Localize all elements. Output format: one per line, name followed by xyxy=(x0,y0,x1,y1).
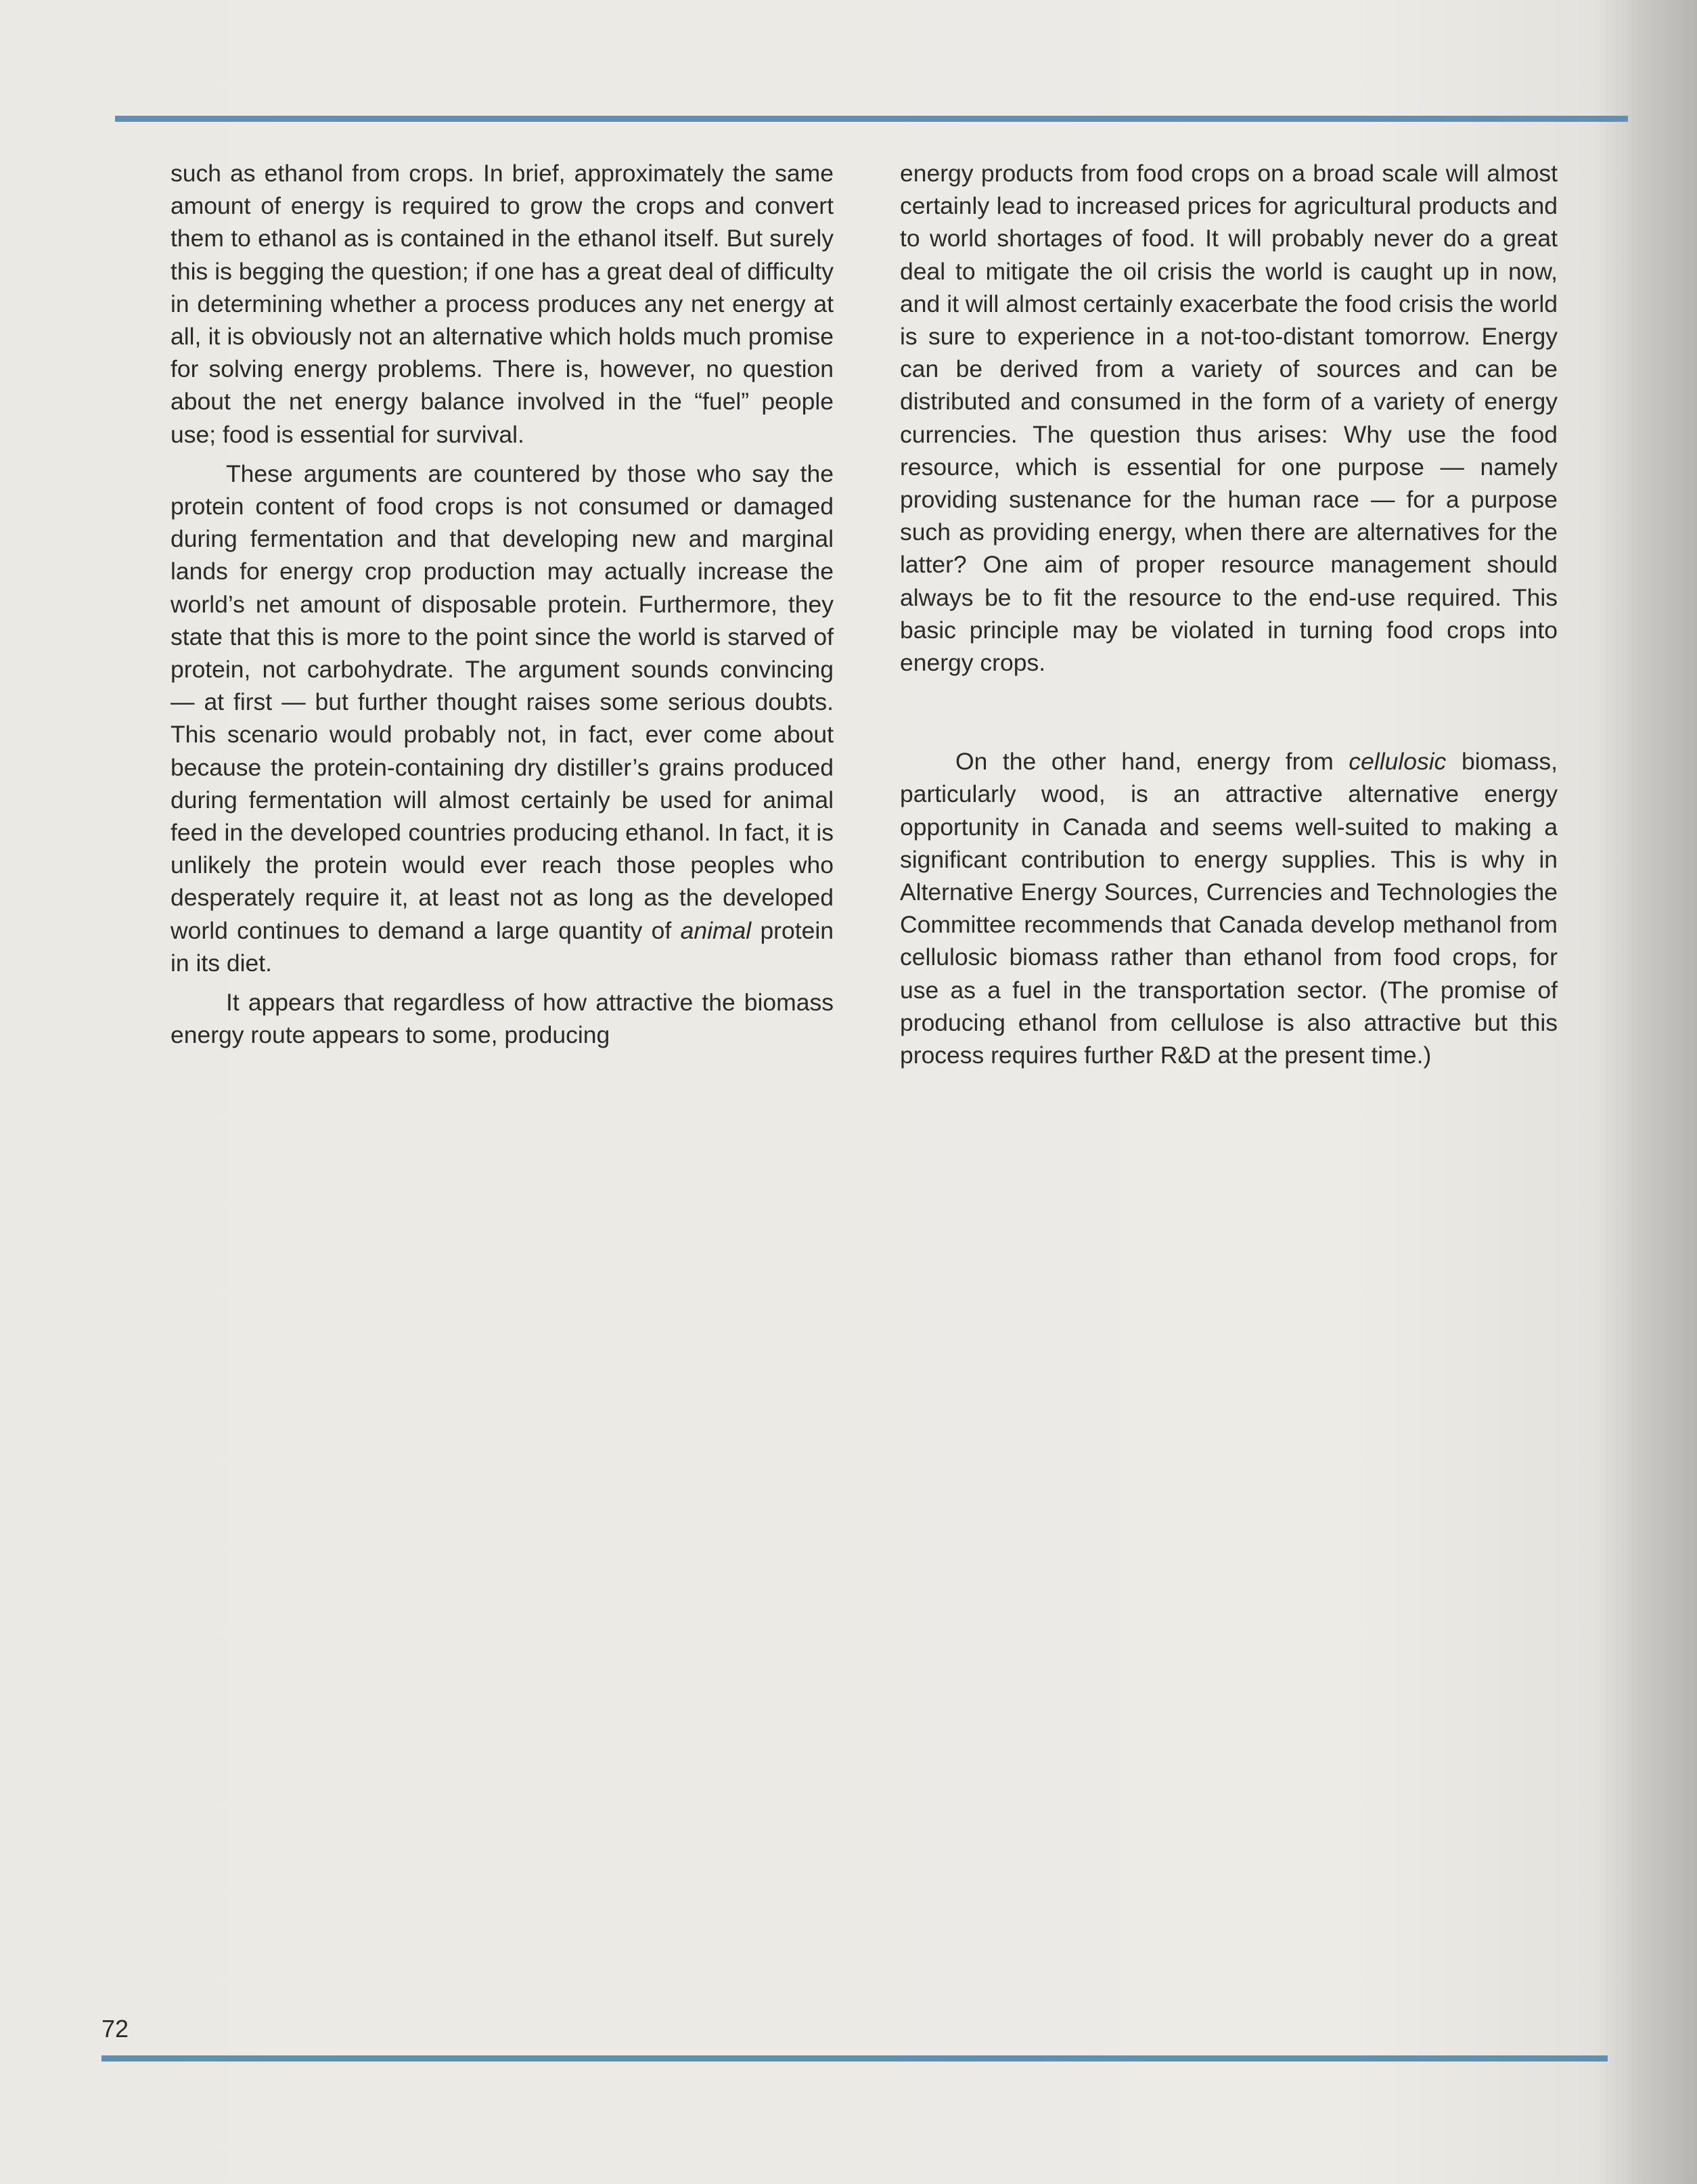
left-paragraph-2-emphasis: animal xyxy=(680,916,752,944)
left-paragraph-3: It appears that regardless of how attractive the biomass energy route appears to some, producing xyxy=(171,989,834,1049)
right-paragraph-2-rest: biomass, particularly wood, is an attractive alternative energy opportunity in Canada and seems well-suited to making a significant contribution to energy supplies. This is why in Alternative Energy Sources, Currencies and Technologies the Committee recommends that Canada develop methanol from cellulosic biomass rather than ethanol from food crops, for use as a fuel in the transportation sector. (The promise of producing ethanol from cellulose is also attractive but this process requires further R&D at the present time.) xyxy=(900,748,1558,1069)
bottom-rule xyxy=(101,2055,1608,2062)
left-paragraph-2-text: These arguments are countered by those who say the protein content of food crops is not consumed or damaged during fermentation and that developing new and marginal lands for energy crop production may actually increase the world’s net amount of disposable protein. Furthermore, they state that this is more to the point since the world is starved of protein, not carbohydrate. The argument sounds convincing — at first — but further thought raises some serious doubts. This scenario would probably not, in fact, ever come about because the protein-containing dry distiller’s grains produced during fermentation will almost certainly be used for animal feed in the developed countries producing ethanol. In fact, it is unlikely the protein would ever reach those peoples who desperately require it, at least not as long as the developed world continues to demand a large quantity of xyxy=(171,460,834,944)
left-paragraph-2-end: protein in its diet. xyxy=(171,916,834,977)
top-rule xyxy=(115,116,1628,122)
left-paragraph-2 xyxy=(171,458,834,979)
right-paragraph-2-emphasis: cellulosic xyxy=(1349,748,1447,776)
right-paragraph-1: energy products from food crops on a broad scale will almost certainly lead to increased prices for agricultural products and to world shortages of food. It will probably never do a great deal to mitigate the oil crisis the world is caught up in now, and it will almost certainly exacerbate the food crisis the world is sure to experience in a not-too-distant tomorrow. Energy can be derived from a variety of sources and can be distributed and consumed in the form of a variety of energy currencies. The question thus arises: Why use the food resource, which is essential for one purpose — namely providing sustenance for the human race — for a purpose such as providing energy, when there are alternatives for the latter? One aim of proper resource management should always be to fit the resource to the end-use required. This basic principle may be violated in turning food crops into energy crops. xyxy=(900,160,1558,677)
right-column xyxy=(900,157,1558,1078)
left-column xyxy=(171,157,834,1058)
left-paragraph-1: such as ethanol from crops. In brief, approximately the same amount of energy is required to grow the crops and convert them to ethanol as is contained in the ethanol itself. But surely this is begging the question; if one has a great deal of difficulty in determining whether a process produces any net energy at all, it is obviously not an alternative which holds much promise for solving energy problems. There is, however, no question about the net energy balance involved in the “fuel” people use; food is essential for survival. xyxy=(171,160,834,448)
right-paragraph-2 xyxy=(900,745,1558,1071)
page-number: 72 xyxy=(101,2015,129,2043)
right-paragraph-2-start: On the other hand, energy from xyxy=(955,748,1349,776)
